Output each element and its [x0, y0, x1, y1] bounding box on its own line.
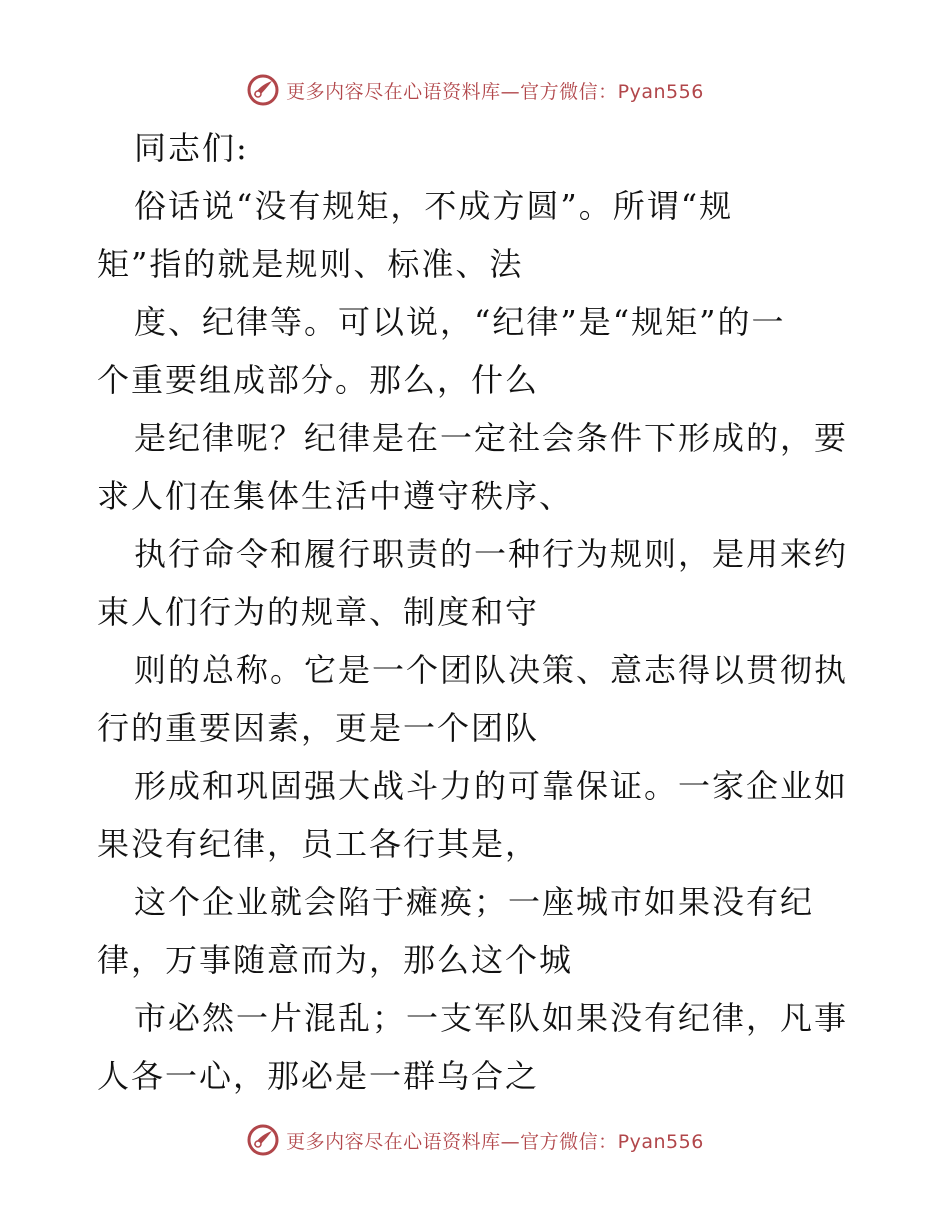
body-line-12: 形成和巩固强大战斗力的可靠保证。一家企业如 [134, 767, 849, 805]
body-line-10: 则的总称。它是一个团队决策、意志得以贯彻执 [134, 651, 849, 689]
body-line-4: 度、纪律等。可以说，“纪律”是“规矩”的一 [134, 303, 786, 341]
body-line-16: 市必然一片混乱；一支军队如果没有纪律，凡事 [134, 999, 849, 1037]
body-line-14: 这个企业就会陷于瘫痪；一座城市如果没有纪 [134, 883, 815, 921]
body-line-5: 个重要组成部分。那么，什么 [97, 361, 540, 399]
body-line-8: 执行命令和履行职责的一种行为规则，是用来约 [134, 535, 849, 573]
body-line-6: 是纪律呢？纪律是在一定社会条件下形成的，要 [134, 419, 849, 457]
body-line-11: 行的重要因素，更是一个团队 [97, 709, 540, 747]
body-line-7: 求人们在集体生活中遵守秩序、 [97, 477, 574, 515]
body-line-9: 束人们行为的规章、制度和守 [97, 593, 540, 631]
brush-logo-icon [246, 73, 280, 107]
header-banner [0, 70, 950, 110]
body-line-2: 俗话说“没有规矩，不成方圆”。所谓“规 [134, 187, 734, 225]
brush-logo-icon [246, 1123, 280, 1157]
body-line-3: 矩”指的就是规则、标准、法 [97, 245, 524, 283]
body-line-17: 人各一心，那必是一群乌合之 [97, 1057, 540, 1095]
body-line-15: 律，万事随意而为，那么这个城 [97, 941, 574, 979]
body-line-1: 同志们: [134, 129, 249, 167]
footer-banner-text: 更多内容尽在心语资料库—官方微信：Pyan556 [286, 1130, 704, 1153]
body-line-13: 果没有纪律，员工各行其是， [97, 825, 540, 863]
footer-banner [0, 1120, 950, 1160]
header-banner-text: 更多内容尽在心语资料库—官方微信：Pyan556 [286, 80, 704, 103]
